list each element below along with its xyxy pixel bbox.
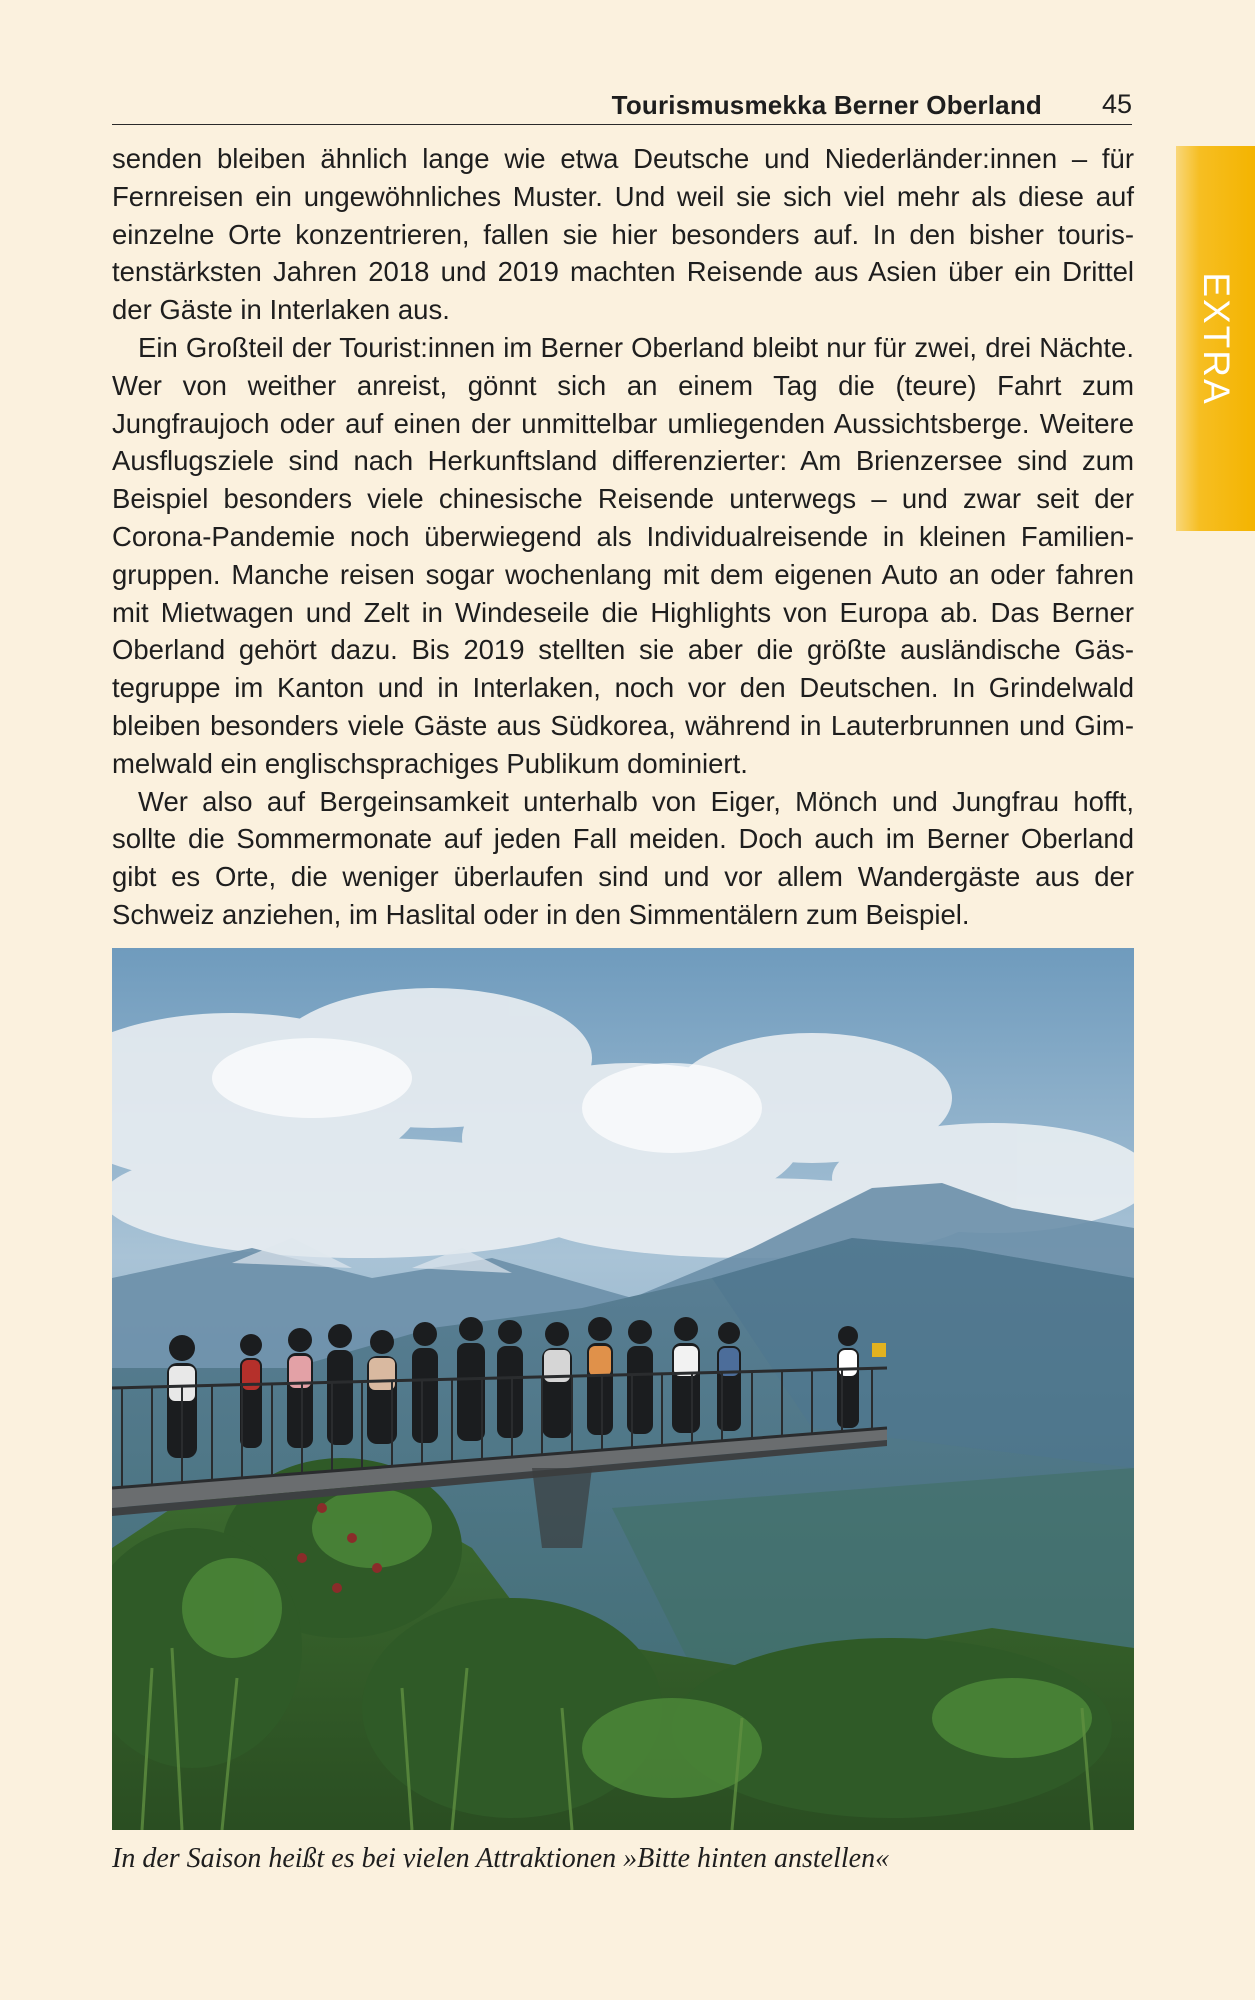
running-head <box>112 84 1132 125</box>
running-head-title: Tourismusmekka Berner Oberland <box>611 90 1042 120</box>
paragraph-1: senden bleiben ähnlich lange wie etwa Deutsche und Niederländer:innen – für Fernreisen ein ungewöhnliches Muster. Und weil sie sich viel mehr als diese auf einzelne Orte konzentrieren, fallen sie hier besonders auf. In den bisher touristenstärksten Jahren 2018 und 2019 machten Reisende aus Asien über ein Drittel der Gäste in Interlaken aus. <box>112 143 1134 326</box>
section-tab-extra <box>1176 146 1255 531</box>
photo-illustration <box>112 948 1134 1830</box>
photo-viewing-platform <box>112 948 1134 1830</box>
page-number: 45 <box>1101 89 1132 119</box>
section-tab-label: EXTRA <box>1195 271 1237 406</box>
photo-caption: In der Saison heißt es bei vielen Attraktionen »Bitte hinten anstellen« <box>112 1843 890 1874</box>
paragraph-3: Wer also auf Bergeinsamkeit unterhalb von Eiger, Mönch und Jungfrau hofft, sollte die Sommermonate auf jeden Fall meiden. Doch auch im Berner Oberland gibt es Orte, die weniger überlaufen sind und vor allem Wandergäste aus der Schweiz anziehen, im Haslital oder in den Simmentälern zum Beispiel. <box>112 785 1134 930</box>
body-text <box>112 140 1134 934</box>
paragraph-2: Ein Großteil der Tourist:innen im Berner Oberland bleibt nur für zwei, drei Nächte. Wer von weither anreist, gönnt sich an einem Tag die (teure) Fahrt zum Jungfraujoch oder auf einen der unmittelbar umliegenden Aussichtsberge. Weitere Ausflugsziele sind nach Herkunftsland differenzierter: Am Brienzersee sind zum Beispiel besonders viele chinesische Reisende unterwegs – und zwar seit der Corona-Pandemie noch überwiegend als Individualreisende in kleinen Familiengruppen. Manche reisen sogar wochenlang mit dem eigenen Auto an oder fahren mit Mietwagen und Zelt in Windeseile die Highlights von Europa ab. Das Berner Oberland gehört dazu. Bis 2019 stellten sie aber die größte ausländische Gästegruppe im Kanton und in Interlaken, noch vor den Deutschen. In Grindelwald bleiben besonders viele Gäste aus Südkorea, während in Lauterbrunnen und Gimmelwald ein englischsprachiges Publikum dominiert. <box>112 331 1134 779</box>
